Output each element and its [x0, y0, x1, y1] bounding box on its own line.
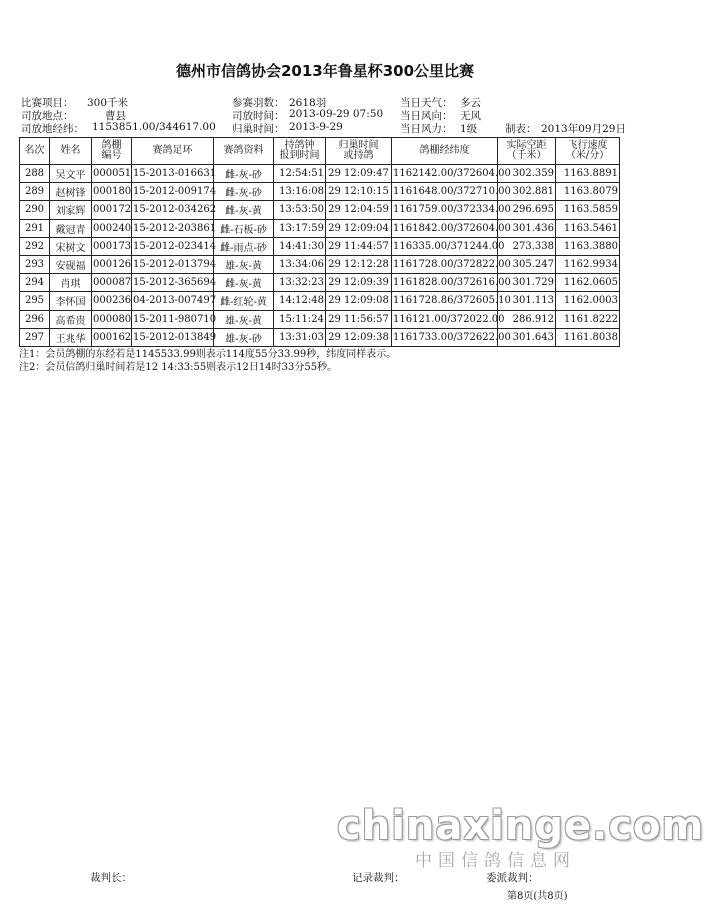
cell-arrive: 29 12:09:47 — [326, 165, 392, 183]
cell-rank: 291 — [20, 219, 50, 237]
wind-dir-label: 当日风向： — [400, 110, 453, 122]
header-ring: 赛鸽足环 — [132, 138, 214, 165]
cell-rank: 288 — [20, 165, 50, 183]
table-row — [20, 237, 620, 255]
cell-ring: 15-2012-365694 — [132, 274, 214, 292]
cell-coord: 116335.00/371244.00 — [392, 237, 498, 255]
cell-loft: 000162 — [92, 328, 132, 346]
cell-info: 雌-雨点-砂 — [214, 237, 274, 255]
cell-loft: 000240 — [92, 219, 132, 237]
cell-clock: 13:32:23 — [274, 274, 326, 292]
cell-coord: 1161733.00/372622.00 — [392, 328, 498, 346]
table-row — [20, 255, 620, 273]
cell-loft: 000080 — [92, 310, 132, 328]
cell-ring: 15-2012-013794 — [132, 255, 214, 273]
header-dist-line2: （千米） — [506, 150, 547, 161]
header-name: 姓名 — [50, 138, 92, 165]
cell-loft: 000087 — [92, 274, 132, 292]
cell-arrive: 29 12:09:04 — [326, 219, 392, 237]
cell-loft: 000180 — [92, 183, 132, 201]
judge-chief-label: 裁判长： — [90, 872, 132, 884]
cell-clock: 13:16:08 — [274, 183, 326, 201]
cell-clock: 13:34:06 — [274, 255, 326, 273]
cell-clock: 14:12:48 — [274, 292, 326, 310]
cell-clock: 14:41:30 — [274, 237, 326, 255]
cell-name: 王兆华 — [50, 328, 92, 346]
cell-arrive: 29 12:09:38 — [326, 328, 392, 346]
cell-ring: 15-2012-013849 — [132, 328, 214, 346]
cell-coord: 1162142.00/372604.00 — [392, 165, 498, 183]
cell-info: 雌-灰-砂 — [214, 183, 274, 201]
cell-name: 安砚福 — [50, 255, 92, 273]
cell-dist: 286.912 — [498, 310, 556, 328]
table-row — [20, 274, 620, 292]
cell-coord: 1161728.86/372605.10 — [392, 292, 498, 310]
coords-value: 1153851.00/344617.00 — [92, 121, 216, 133]
cell-rank: 295 — [20, 292, 50, 310]
header-speed-line1: 飞行速度 — [567, 140, 608, 151]
wind-dir-value: 无风 — [460, 110, 481, 122]
made-label: 制表： — [505, 123, 537, 135]
cell-arrive: 29 11:56:57 — [326, 310, 392, 328]
release-time-label: 司放时间： — [232, 110, 285, 122]
table-row — [20, 165, 620, 183]
header-coord: 鸽棚经纬度 — [392, 138, 498, 165]
table-row — [20, 219, 620, 237]
page-title: 德州市信鸽协会2013年鲁星杯300公里比赛 — [175, 62, 475, 80]
home-time-value: 2013-9-29 — [289, 121, 343, 133]
home-time-label: 归巢时间： — [232, 123, 285, 135]
header-arrive-line1: 归巢时间 — [338, 140, 379, 151]
cell-name: 高希贵 — [50, 310, 92, 328]
cell-ring: 15-2012-023414 — [132, 237, 214, 255]
cell-dist: 273.338 — [498, 237, 556, 255]
cell-name: 宋树文 — [50, 237, 92, 255]
cell-dist: 296.695 — [498, 201, 556, 219]
cell-dist: 301.436 — [498, 219, 556, 237]
header-info: 赛鸽资料 — [214, 138, 274, 165]
header-rank: 名次 — [20, 138, 50, 165]
table-header-row — [20, 138, 620, 165]
event-value: 300千米 — [87, 97, 129, 109]
cell-info: 雄-灰-黄 — [214, 255, 274, 273]
cell-loft: 000126 — [92, 255, 132, 273]
cell-rank: 296 — [20, 310, 50, 328]
record-judge-label: 记录裁判： — [352, 872, 405, 884]
cell-rank: 290 — [20, 201, 50, 219]
wind-force-label: 当日风力： — [400, 123, 453, 135]
cell-arrive: 29 11:44:57 — [326, 237, 392, 255]
weather-label: 当日天气： — [400, 97, 453, 109]
cell-name: 肖琪 — [50, 274, 92, 292]
cell-rank: 292 — [20, 237, 50, 255]
cell-clock: 13:53:50 — [274, 201, 326, 219]
cell-speed: 1162.0605 — [556, 274, 620, 292]
cell-info: 雄-灰-砂 — [214, 328, 274, 346]
note-2: 注2：会员信鸽归巢时间若是12 14:33:55则表示12日14时33分55秒。 — [19, 362, 338, 373]
cell-arrive: 29 12:04:59 — [326, 201, 392, 219]
cell-dist: 305.247 — [498, 255, 556, 273]
cell-info: 雄-灰-黄 — [214, 310, 274, 328]
cell-loft: 000051 — [92, 165, 132, 183]
cell-info: 雌-灰-黄 — [214, 274, 274, 292]
cell-dist: 302.881 — [498, 183, 556, 201]
header-speed — [556, 138, 620, 165]
header-dist-line1: 实际空距 — [506, 140, 547, 151]
cell-speed: 1161.8038 — [556, 328, 620, 346]
header-loft — [92, 138, 132, 165]
cell-arrive: 29 12:10:15 — [326, 183, 392, 201]
cell-coord: 1161728.00/372822.00 — [392, 255, 498, 273]
cell-coord: 116121.00/372022.00 — [392, 310, 498, 328]
watermark-domain: chinaxinge.com — [337, 803, 704, 849]
cell-dist: 302.359 — [498, 165, 556, 183]
cell-speed: 1163.5859 — [556, 201, 620, 219]
cell-loft: 000173 — [92, 237, 132, 255]
cell-name: 戴冠青 — [50, 219, 92, 237]
cell-coord: 1161828.00/372616.00 — [392, 274, 498, 292]
cell-name: 吴文平 — [50, 165, 92, 183]
cell-info: 雌-灰-黄 — [214, 201, 274, 219]
table-row — [20, 183, 620, 201]
header-arrive-line2: 或持鸽 — [343, 150, 374, 161]
cell-coord: 1161648.00/372710.00 — [392, 183, 498, 201]
cell-coord: 1161842.00/372604.00 — [392, 219, 498, 237]
cell-speed: 1163.8891 — [556, 165, 620, 183]
cell-arrive: 29 12:12:28 — [326, 255, 392, 273]
place-value: 曹县 — [105, 110, 126, 122]
cell-dist: 301.113 — [498, 292, 556, 310]
header-loft-line1: 鸽棚 — [101, 140, 122, 151]
cell-ring: 15-2012-034262 — [132, 201, 214, 219]
cell-coord: 1161759.00/372334.00 — [392, 201, 498, 219]
header-speed-line2: （米/分） — [565, 150, 610, 161]
cell-loft: 000236 — [92, 292, 132, 310]
cell-ring: 15-2013-016631 — [132, 165, 214, 183]
cell-info: 雌-石板-砂 — [214, 219, 274, 237]
weather-value: 多云 — [460, 97, 481, 109]
cell-speed: 1161.8222 — [556, 310, 620, 328]
cell-clock: 13:31:03 — [274, 328, 326, 346]
header-clock-line2: 报到时间 — [279, 150, 320, 161]
header-clock-line1: 持鸽钟 — [284, 140, 315, 151]
release-time-value: 2013-09-29 07:50 — [289, 108, 384, 120]
header-loft-line2: 编号 — [101, 150, 122, 161]
cell-name: 赵树锋 — [50, 183, 92, 201]
table-row — [20, 292, 620, 310]
cell-speed: 1163.5461 — [556, 219, 620, 237]
cell-ring: 15-2011-980710 — [132, 310, 214, 328]
table-row — [20, 310, 620, 328]
cell-arrive: 29 12:09:08 — [326, 292, 392, 310]
cell-speed: 1162.9934 — [556, 255, 620, 273]
made-value: 2013年09月29日 — [541, 123, 626, 135]
header-clock — [274, 138, 326, 165]
cell-clock: 13:17:59 — [274, 219, 326, 237]
cell-name: 刘家辉 — [50, 201, 92, 219]
cell-ring: 15-2012-203861 — [132, 219, 214, 237]
cell-info: 雌-红轮-黄 — [214, 292, 274, 310]
cell-loft: 000172 — [92, 201, 132, 219]
count-value: 2618羽 — [289, 97, 327, 109]
results-table — [19, 137, 620, 347]
header-dist — [498, 138, 556, 165]
note-1: 注1：会员鸽棚的东经若是1145533.99则表示114度55分33.99秒，纬度同样表示。 — [19, 349, 397, 360]
table-row — [20, 328, 620, 346]
cell-arrive: 29 12:09:39 — [326, 274, 392, 292]
cell-rank: 289 — [20, 183, 50, 201]
cell-speed: 1162.0003 — [556, 292, 620, 310]
table-row — [20, 201, 620, 219]
cell-ring: 15-2012-009174 — [132, 183, 214, 201]
cell-rank: 294 — [20, 274, 50, 292]
watermark-site-name: 中国信鸽信息网 — [415, 851, 576, 871]
place-label: 司放地点： — [21, 110, 74, 122]
cell-rank: 293 — [20, 255, 50, 273]
count-label: 参赛羽数： — [232, 97, 285, 109]
event-label: 比赛项目： — [21, 97, 74, 109]
cell-rank: 297 — [20, 328, 50, 346]
cell-speed: 1163.8079 — [556, 183, 620, 201]
cell-info: 雌-灰-砂 — [214, 165, 274, 183]
assigned-judge-label: 委派裁判： — [486, 872, 539, 884]
cell-speed: 1163.3880 — [556, 237, 620, 255]
cell-clock: 12:54:51 — [274, 165, 326, 183]
coords-label: 司放地经纬： — [21, 123, 84, 135]
cell-name: 李怀国 — [50, 292, 92, 310]
wind-force-value: 1级 — [460, 123, 478, 135]
cell-clock: 15:11:24 — [274, 310, 326, 328]
cell-dist: 301.729 — [498, 274, 556, 292]
results-body — [20, 165, 620, 347]
page-number: 第8页(共8页) — [507, 891, 568, 902]
header-arrive — [326, 138, 392, 165]
cell-ring: 04-2013-007497 — [132, 292, 214, 310]
cell-dist: 301.643 — [498, 328, 556, 346]
